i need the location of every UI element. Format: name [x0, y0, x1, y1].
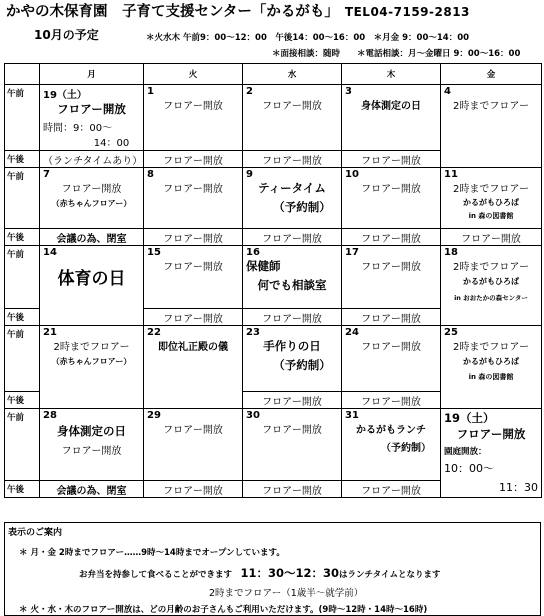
week5-tue-am — [144, 409, 243, 481]
week4-mon — [40, 326, 144, 409]
day-number: 1 — [147, 86, 154, 97]
phone-number: TEL04-7159-2813 — [344, 5, 470, 19]
day-number: 15 — [147, 247, 161, 258]
week4-fri — [441, 326, 542, 409]
event-text: 身体測定の日 — [57, 424, 126, 438]
week4-wed-am — [243, 326, 342, 392]
week2-wed-am — [243, 168, 342, 229]
event-text: 2時までフロアー — [452, 184, 530, 195]
week5-wed-am — [243, 409, 342, 481]
event-text: フロアー開放 — [57, 102, 126, 116]
event-text: 身体測定の日 — [361, 101, 421, 112]
am-label: 午前 — [5, 326, 40, 392]
day-number: 25 — [444, 327, 458, 338]
week4-thu-am — [342, 326, 441, 392]
event-text: フロアー開放 — [456, 427, 526, 441]
am-label: 午前 — [5, 168, 40, 229]
note-line-3: 2時までフロアー（1歳半～就学前） — [209, 588, 364, 599]
event-subtext: かるがもひろば — [463, 198, 519, 207]
week4-am-row — [5, 326, 542, 392]
event-location: in 森の図書館 — [468, 212, 514, 220]
week1-thu-am — [342, 85, 441, 151]
event-subtext: かるがもひろば — [463, 357, 519, 366]
day-number: 2 — [246, 86, 253, 97]
event-subtext: 何でも相談室 — [257, 278, 327, 292]
week1-wed-pm: フロアー開放 — [243, 151, 342, 168]
day-number: 28 — [43, 410, 57, 421]
am-label: 午前 — [5, 85, 40, 151]
week1-mon-pm: （ランチタイムあり） — [40, 151, 144, 168]
week3-wed-pm: フロアー開放 — [243, 309, 342, 326]
event-text: フロアー開放 — [163, 262, 223, 273]
event-text: 手作りの日 — [263, 339, 321, 353]
week5-fri — [441, 409, 542, 498]
day-number: 30 — [246, 410, 260, 421]
week5-am-row — [5, 409, 542, 481]
pm-label: 午後 — [5, 151, 40, 168]
day-number: 10 — [345, 169, 359, 180]
day-number: 19（土） — [43, 90, 87, 101]
event-text: フロアー開放 — [361, 342, 421, 353]
notes-box — [4, 522, 541, 616]
am-label: 午前 — [5, 409, 40, 481]
note-line-2-pre: お弁当を持参して食べることができます — [79, 570, 233, 580]
event-subtext: （予約制） — [381, 443, 431, 454]
week5-wed-pm: フロアー開放 — [243, 481, 342, 498]
event-text: 2時までフロアー — [53, 342, 130, 353]
event-text: フロアー開放 — [262, 101, 322, 112]
note-line-4: ＊ 火・水・木のフロアー開放は、どの月齢のお子さんもご利用いただけます。(9時～12時・14時～16時) — [19, 605, 428, 615]
day-number: 4 — [444, 86, 451, 97]
week2-thu-pm: フロアー開放 — [342, 229, 441, 246]
day-number: 24 — [345, 327, 359, 338]
day-number: 17 — [345, 247, 359, 258]
week2-tue-am — [144, 168, 243, 229]
week3-wed-am — [243, 246, 342, 309]
day-number: 31 — [345, 410, 359, 421]
event-text: フロアー開放 — [163, 184, 223, 195]
week2-am-row — [5, 168, 542, 229]
event-subtext: （予約制） — [273, 200, 331, 214]
event-text: フロアー開放 — [163, 425, 223, 436]
week3-tue-pm: フロアー開放 — [144, 309, 243, 326]
note-line-1: ＊ 月・金 2時までフロアー……9時～14時までオープンしています。 — [19, 548, 285, 558]
day-number: 18 — [444, 247, 458, 258]
event-subtext: （赤ちゃんフロアー） — [51, 357, 132, 366]
event-text: 2時までフロアー — [452, 101, 530, 112]
week3-mon — [40, 246, 144, 326]
day-number: 22 — [147, 327, 161, 338]
event-subtext: （予約制） — [273, 358, 331, 372]
title-text: かやの木保育園 子育て支援センター「かるがも」 — [6, 4, 339, 20]
week1-mon-am — [40, 85, 144, 151]
corner-cell — [5, 64, 40, 85]
event-text: ティータイム — [258, 181, 326, 195]
event-text: フロアー開放 — [163, 101, 223, 112]
week5-thu-pm: フロアー開放 — [342, 481, 441, 498]
note-line-2 — [79, 565, 440, 581]
pm-label: 午後 — [5, 392, 40, 409]
week2-tue-pm: フロアー開放 — [144, 229, 243, 246]
month-label: 10月の予定 — [34, 28, 99, 42]
event-text: 2時までフロアー — [452, 342, 530, 353]
header-thu: 木 — [342, 64, 441, 85]
day-number: 29 — [147, 410, 161, 421]
week3-thu-pm: フロアー開放 — [342, 309, 441, 326]
day-number: 14 — [43, 247, 57, 258]
week3-fri — [441, 246, 542, 326]
header-wed: 水 — [243, 64, 342, 85]
event-time-end: 11：30 — [499, 481, 538, 494]
pm-label: 午後 — [5, 229, 40, 246]
header-fri: 金 — [441, 64, 542, 85]
event-time-end: 14：00 — [93, 138, 130, 149]
week3-am-row — [5, 246, 542, 309]
event-text: フロアー開放 — [262, 425, 322, 436]
week1-wed-am — [243, 85, 342, 151]
week3-thu-am — [342, 246, 441, 309]
pm-label: 午後 — [5, 309, 40, 326]
header-mon: 月 — [40, 64, 144, 85]
week1-fri — [441, 85, 542, 168]
event-text: フロアー開放 — [361, 184, 421, 195]
schedule-table — [4, 63, 542, 498]
week4-wed-pm: フロアー開放 — [243, 392, 342, 409]
event-subtext: かるがもひろば — [463, 277, 519, 286]
week2-fri-pm: フロアー開放 — [441, 229, 542, 246]
event-text: フロアー開放 — [61, 184, 122, 195]
event-location: in 森の図書館 — [468, 373, 514, 381]
am-label: 午前 — [5, 246, 40, 309]
event-location: in おおたかの森センター — [454, 294, 528, 302]
day-number: 19（土） — [444, 411, 495, 425]
week2-mon-am — [40, 168, 144, 229]
day-number: 16 — [246, 247, 260, 258]
event-time: 10：00～ — [444, 462, 494, 475]
consultation-hours: ＊面接相談：随時 ＊電話相談：月～金曜日 9：00～16：00 — [272, 49, 521, 59]
header-tue: 火 — [144, 64, 243, 85]
event-text: 保健師 — [246, 259, 281, 273]
week5-tue-pm: フロアー開放 — [144, 481, 243, 498]
note-line-2-post: はランチタイムとなります — [339, 570, 441, 580]
event-text: フロアー開放 — [361, 262, 421, 273]
day-number: 11 — [444, 169, 458, 180]
day-number: 8 — [147, 169, 154, 180]
day-number: 21 — [43, 327, 57, 338]
lunch-time: 11：30～12：30 — [240, 566, 340, 580]
week4-thu-pm: フロアー開放 — [342, 392, 441, 409]
day-number: 23 — [246, 327, 260, 338]
page-title — [6, 1, 542, 23]
week1-thu-pm: フロアー開放 — [342, 151, 441, 168]
week5-mon-am — [40, 409, 144, 481]
opening-hours: ＊火水木 午前9：00～12：00 午後14：00～16：00 ＊月金 9：00～14：00 — [146, 33, 470, 43]
week4-tue — [144, 326, 243, 409]
event-text: 2時までフロアー — [452, 262, 530, 273]
day-number: 7 — [43, 169, 50, 180]
holiday-text: 即位礼正殿の儀 — [158, 342, 228, 353]
day-number: 9 — [246, 169, 253, 180]
event-text: かるがもランチ — [356, 425, 426, 436]
week1-tue-pm: フロアー開放 — [144, 151, 243, 168]
notes-title: 表示のご案内 — [8, 528, 63, 538]
week5-mon-pm: 会議の為、閉室 — [40, 481, 144, 498]
event-subtext: 園庭開放： — [444, 447, 487, 457]
week3-tue-am — [144, 246, 243, 309]
pm-label: 午後 — [5, 481, 40, 498]
day-number: 3 — [345, 86, 352, 97]
week2-mon-pm: 会議の為、閉室 — [40, 229, 144, 246]
holiday-text: 体育の日 — [57, 269, 126, 289]
weekday-header-row — [5, 64, 542, 85]
week1-tue-am — [144, 85, 243, 151]
week5-thu-am — [342, 409, 441, 481]
event-time: 時間：9：00～ — [43, 123, 113, 134]
week2-fri-am — [441, 168, 542, 229]
week2-thu-am — [342, 168, 441, 229]
event-subtext: フロアー開放 — [61, 446, 122, 457]
week2-pm-row — [5, 229, 542, 246]
week1-am-row — [5, 85, 542, 151]
week2-wed-pm: フロアー開放 — [243, 229, 342, 246]
event-subtext: （赤ちゃんフロアー） — [51, 199, 132, 208]
